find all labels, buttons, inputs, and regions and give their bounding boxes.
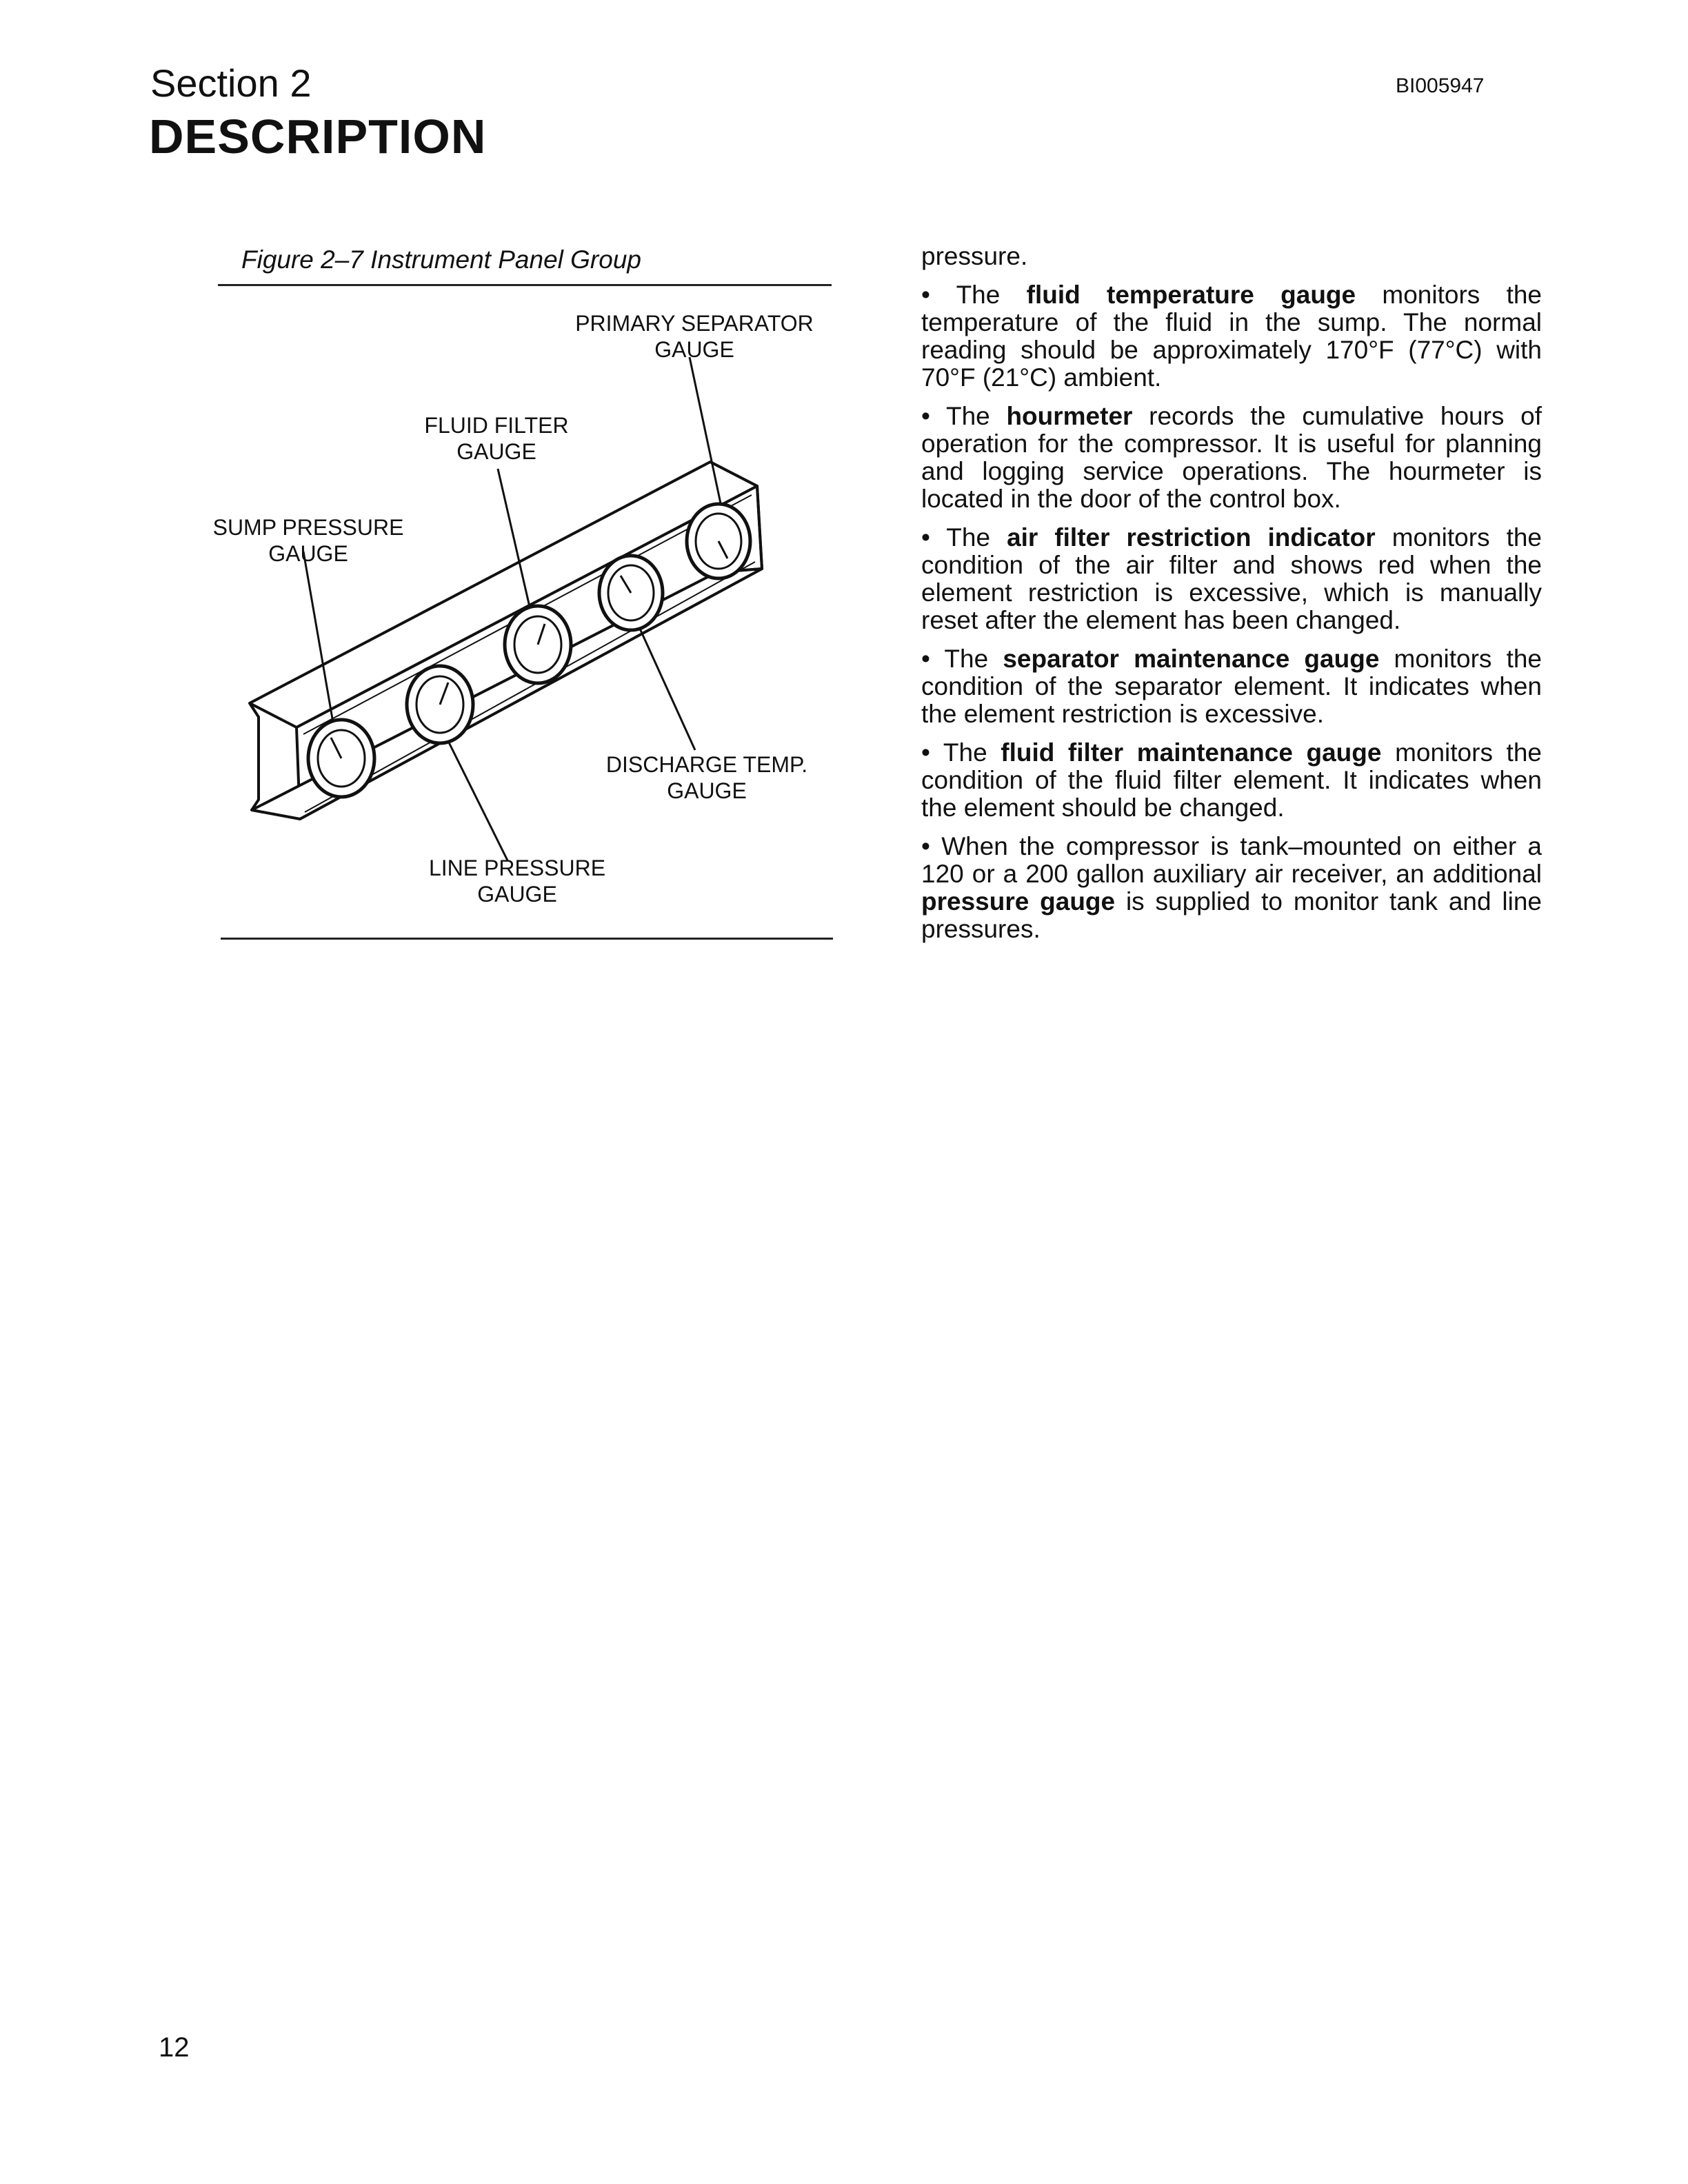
label-discharge-temp-gauge: DISCHARGE TEMP. GAUGE — [605, 752, 808, 803]
figure-caption: Figure 2–7 Instrument Panel Group — [241, 245, 641, 274]
primary-separator-gauge-dial — [687, 504, 750, 578]
paragraph-hourmeter: • The hourmeter records the cumulative hours of operation for the compressor. It is useful for planning and logging service operations. The hourmeter is located in the door of the control box. — [921, 402, 1542, 513]
discharge-temp-gauge-dial — [599, 556, 663, 630]
label-sump-pressure-gauge: SUMP PRESSURE GAUGE — [212, 515, 404, 566]
paragraph-continued: pressure. — [921, 242, 1028, 270]
figure-bottom-rule — [221, 938, 833, 940]
leader-line-pressure — [448, 741, 508, 860]
page-number: 12 — [159, 2032, 190, 2063]
panel-left-end — [250, 703, 259, 810]
fluid-filter-gauge-dial — [505, 606, 571, 683]
leader-discharge-temp — [640, 629, 695, 750]
label-primary-separator-gauge: PRIMARY SEPARATOR GAUGE — [575, 311, 814, 362]
label-line-pressure-gauge: LINE PRESSURE GAUGE — [428, 856, 606, 907]
description-text-column — [921, 243, 1542, 954]
section-label: Section 2 — [150, 61, 312, 105]
paragraph-separator-maintenance-gauge: • The separator maintenance gauge monitors the condition of the separator element. It indicates when the element restriction is excessive. — [921, 645, 1543, 728]
document-id: BI005947 — [1396, 74, 1485, 97]
label-fluid-filter-gauge: FLUID FILTER GAUGE — [424, 413, 569, 464]
figure-top-rule — [218, 284, 832, 286]
paragraph-air-filter-restriction-indicator: • The air filter restriction indicator monitors the condition of the air filter and shows red when the element restriction is excessive, which is manually reset after the element has been changed. — [921, 523, 1543, 634]
instrument-panel-figure — [200, 296, 848, 917]
instrument-panel-illustration — [200, 296, 848, 917]
line-pressure-gauge-dial — [407, 666, 473, 743]
paragraph-fluid-filter-maintenance-gauge: • The fluid filter maintenance gauge monitors the condition of the fluid filter element. It indicates when the element should be changed. — [921, 738, 1542, 822]
paragraph-fluid-temperature-gauge: • The fluid temperature gauge monitors the temperature of the fluid in the sump. The normal reading should be approximately 170°F (77°C) with 70°F (21°C) ambient. — [921, 281, 1543, 392]
paragraph-pressure-gauge: • When the compressor is tank–mounted on either a 120 or a 200 gallon auxiliary air receiver, an additional pressure gauge is supplied to monitor tank and line pressures. — [921, 832, 1542, 943]
section-title: DESCRIPTION — [149, 110, 487, 163]
sump-pressure-gauge-dial — [308, 720, 374, 797]
